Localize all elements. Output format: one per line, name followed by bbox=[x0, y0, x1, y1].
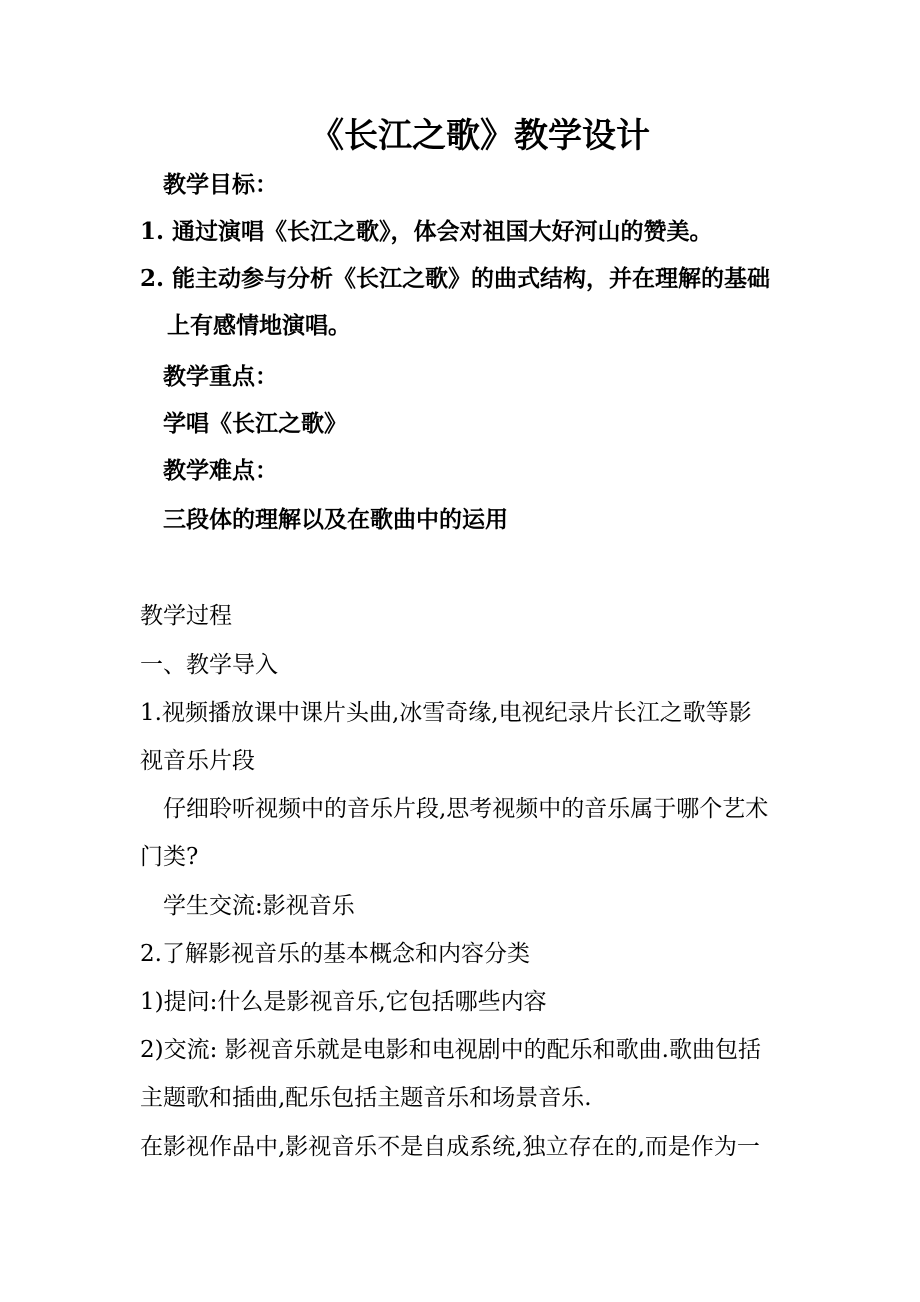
paragraph-1-line-2: 视音乐片段 bbox=[140, 748, 255, 774]
objective-item-2-line-1: 2. 能主动参与分析《长江之歌》的曲式结构，并在理解的基础 bbox=[140, 265, 771, 292]
key-points-content: 学唱《长江之歌》 bbox=[163, 410, 347, 437]
paragraph-2-line-1: 仔细聆听视频中的音乐片段,思考视频中的音乐属于哪个艺术 bbox=[163, 796, 769, 822]
section-1-heading: 一、教学导入 bbox=[140, 652, 278, 678]
objective-item-2-line-2: 上有感情地演唱。 bbox=[167, 312, 351, 339]
paragraph-7-line-1: 在影视作品中,影视音乐不是自成系统,独立存在的,而是作为一 bbox=[140, 1134, 760, 1160]
paragraph-2-line-2: 门类? bbox=[140, 844, 199, 870]
difficulties-heading: 教学难点： bbox=[163, 457, 278, 484]
paragraph-6-line-2: 主题歌和插曲,配乐包括主题音乐和场景音乐. bbox=[140, 1085, 592, 1111]
key-points-heading: 教学重点： bbox=[163, 363, 278, 390]
document-title: 《长江之歌》教学设计 bbox=[310, 116, 650, 156]
difficulties-content: 三段体的理解以及在歌曲中的运用 bbox=[163, 506, 508, 533]
objective-item-1: 1. 通过演唱《长江之歌》，体会对祖国大好河山的赞美。 bbox=[140, 218, 713, 245]
paragraph-4: 2.了解影视音乐的基本概念和内容分类 bbox=[140, 941, 530, 967]
paragraph-3: 学生交流:影视音乐 bbox=[163, 893, 355, 919]
paragraph-1-line-1: 1.视频播放课中课片头曲,冰雪奇缘,电视纪录片长江之歌等影 bbox=[140, 700, 752, 726]
objectives-heading: 教学目标： bbox=[163, 171, 278, 198]
paragraph-6-line-1: 2)交流: 影视音乐就是电影和电视剧中的配乐和歌曲.歌曲包括 bbox=[140, 1037, 761, 1063]
process-heading: 教学过程 bbox=[140, 603, 232, 629]
paragraph-5: 1)提问:什么是影视音乐,它包括哪些内容 bbox=[140, 989, 547, 1015]
